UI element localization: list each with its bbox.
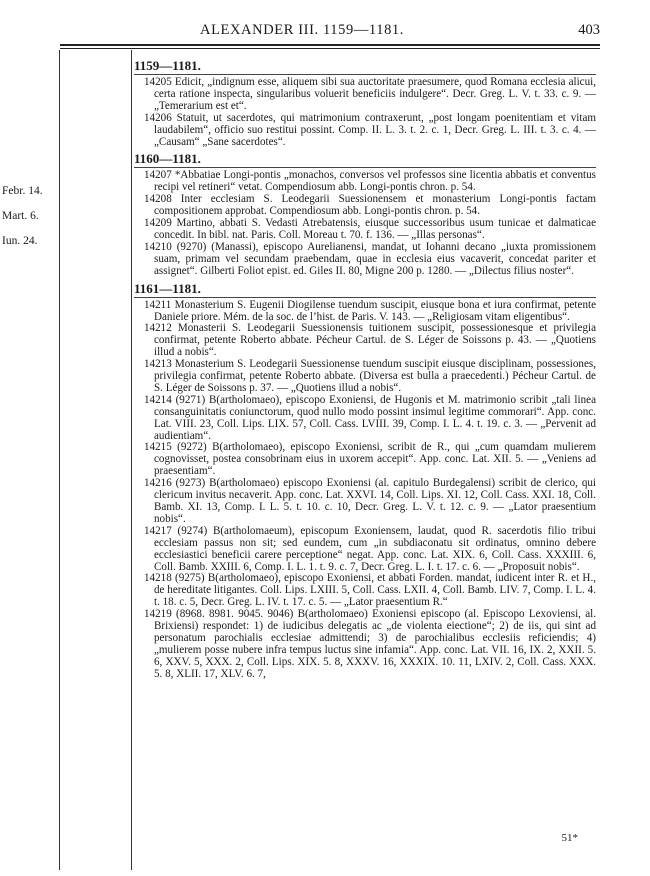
running-header <box>60 22 600 40</box>
regest-entry: 14209 Martino, abbati S. Vedasti Atrebatensis, eiusque successoribus usum tunicae et dalmaticae concedit. In bibl. nat. Paris. Coll. Moreau t. 70. f. 136. — „Illas personas“. <box>144 217 596 241</box>
regest-entry: 14207 *Abbatiae Longi-pontis „monachos, conversos vel professos sine licentia abbatis et conventus recipi vel retineri“ vetat. Compendiosum abb. Longi-pontis chron. p. 54. <box>144 169 596 194</box>
regest-entry: 14213 Monasterium S. Leodegarii Suessionense tuendum suscipit eiusque disciplinam, possessiones, privilegia confirmat, petente Roberto abbate. (Diversa est bulla a praecedenti.) Pécheur Cartul. de S. Léger de Soissons p. 37. — „Quotiens illud a nobis“. <box>144 358 596 394</box>
section <box>134 58 596 148</box>
margin-date: Febr. 14. <box>2 185 43 197</box>
section <box>134 151 596 277</box>
regest-entry: 14218 (9275) B(artholomaeo), episcopo Exoniensi, et abbati Forden. mandat, iudicent inter R. et H., de hereditate litigantes. Coll. Lips. LXIII. 5, Coll. Cass. LXII. 4, Coll. Bamb. LIV. 7, Comp. I. L. 4. t. 18. c. 5, Decr. Greg. L. IV. t. 17. c. 5. — „Lator praesentium R.“ <box>144 572 596 609</box>
section-heading: 1160—1181. <box>134 151 201 167</box>
regest-entry: 14205 Edicit, „indignum esse, aliquem sibi sua auctoritate praesumere, quod Romana ecclesia alicui, certa ratione inspecta, singularibus voluerit beneficiis indulgere“. Decr. Greg. L. V. t. 33. c. 9. — „Temerarium est et“. <box>144 76 596 112</box>
margin-date: Mart. 6. <box>2 210 39 222</box>
regest-entry: 14219 (8968. 8981. 9045. 9046) B(artholomaeo) Exoniensi episcopo (al. Episcopo Lexoviensi, al. Brixiensi) respondet: 1) de iudicibus delegatis ac „de violenta eiectione“; 2) de iis, qui sint ad personatum parochialis ecclesiae admittendi; 3) de parochialibus ecclesiis reficiendis; 4) „mulierem posse nubere infra tempus luctus sine infamia“. App. conc. Lat. VII. 16, IX. 2, XXII. 5. 6, XXV. 5, XXX. 2, Coll. Lips. XIX. 5. 8, XXXV. 16, XXXIX. 10. 11, LXIV. 2, Coll. Cass. XXX. 5. 8, XLII. 17, XLV. 6. 7, <box>144 608 596 680</box>
main-text <box>134 58 596 681</box>
regest-entry: 14215 (9272) B(artholomaeo), episcopo Exoniensi, scribit de R., qui „cum quamdam mulierem cognovisset, postea consobrinam eius in uxorem accepit“. App. conc. Lat. XII. 5. — „Veniens ad praesentiam“. <box>144 441 596 478</box>
regest-entry: 14214 (9271) B(artholomaeo), episcopo Exoniensi, de Hugonis et M. matrimonio scribit „tali linea consanguinitatis coniunctorum, quod nullo modo possint insimul legitime commorari“. App. conc. Lat. VIII. 23, Coll. Lips. LIX. 57, Coll. Cass. LVIII. 39, Comp. I. L. 4. t. 19. c. 3. — „Pervenit ad audientiam“. <box>144 393 596 442</box>
page-number: 403 <box>578 22 600 38</box>
section-rule <box>134 74 596 75</box>
section-rule <box>134 297 596 298</box>
section-heading: 1159—1181. <box>134 58 201 73</box>
regest-entry: 14210 (9270) (Manassi), episcopo Aurelianensi, mandat, ut Iohanni decano „iuxta promissionem suam, primam vel secundam praebendam, quae in ecclesia eius vacaverit, concedat pariter et assignet“. Gilberti Foliot epist. ed. Giles II. 80, Migne 200 p. 1280. — „Dilectus filius noster“. <box>144 240 596 277</box>
margin-line-right <box>131 50 132 870</box>
section <box>134 281 596 681</box>
regest-entry: 14211 Monasterium S. Eugenii Diogilense tuendum suscipit, eiusque bona et iura confirmat, petente Daniele priore. Mém. de la soc. de l’hist. de Paris. V. 143. — „Religiosam vitam eligentibus“. <box>144 298 596 323</box>
margin-line-left <box>59 50 60 870</box>
signature-mark: 51* <box>561 832 578 844</box>
header-rule-thin <box>60 48 600 49</box>
regest-entry: 14217 (9274) B(artholomaeum), episcopum Exoniensem, laudat, quod R. sacerdotis filio tribui ecclesiam passus non sit; sed eundem, cum „in subdiaconatu sit ordinatus, omnino debere ecclesiastici beneficii carere perceptione“ negat. App. conc. Lat. XIX. 6, Coll. Cass. XXXIII. 6, Coll. Bamb. XXIII. 6, Comp. I. L. 1. t. 9. c. 7, Decr. Greg. L. I. t. 17. c. 6. — „Proposuit nobis“. <box>144 524 596 573</box>
regest-entry: 14216 (9273) B(artholomaeo) episcopo Exoniensi (al. capitulo Burdegalensi) scribit de clerico, qui clericum invitus necaverit. App. conc. Lat. XXVI. 14, Coll. Lips. XI. 12, Coll. Cass. XXI. 18, Coll. Bamb. XI. 13, Comp. I. L. 5. t. 10. c. 10, Decr. Greg. L. V. t. 12. c. 9. — „Lator praesentium nobis“. <box>144 477 596 525</box>
header-title: ALEXANDER III. 1159—1181. <box>200 22 405 38</box>
regest-entry: 14212 Monasterii S. Leodegarii Suessionensis tuitionem suscipit, possessionesque et privilegia confirmat, petente Roberto abbate. Pécheur Cartul. de S. Léger de Soissons p. 43. — „Quotiens illud a nobis“. <box>144 322 596 359</box>
regest-entry: 14206 Statuit, ut sacerdotes, qui matrimonium contraxerunt, „post longam poenitentiam et vitam laudabilem“, officio suo restitui possint. Comp. II. L. 3. t. 2. c. 1, Decr. Greg. L. III. t. 3. c. 4. — „Causam“ „Sane sacerdotes“. <box>144 111 596 148</box>
header-rule <box>60 44 600 46</box>
regest-entry: 14208 Inter ecclesiam S. Leodegarii Suessionensem et monasterium Longi-pontis factam compositionem approbat. Compendiosum abb. Longi-pontis chron. p. 54. <box>144 193 596 218</box>
section-heading: 1161—1181. <box>134 280 201 296</box>
section-rule <box>134 167 596 168</box>
margin-date: Iun. 24. <box>2 235 38 247</box>
